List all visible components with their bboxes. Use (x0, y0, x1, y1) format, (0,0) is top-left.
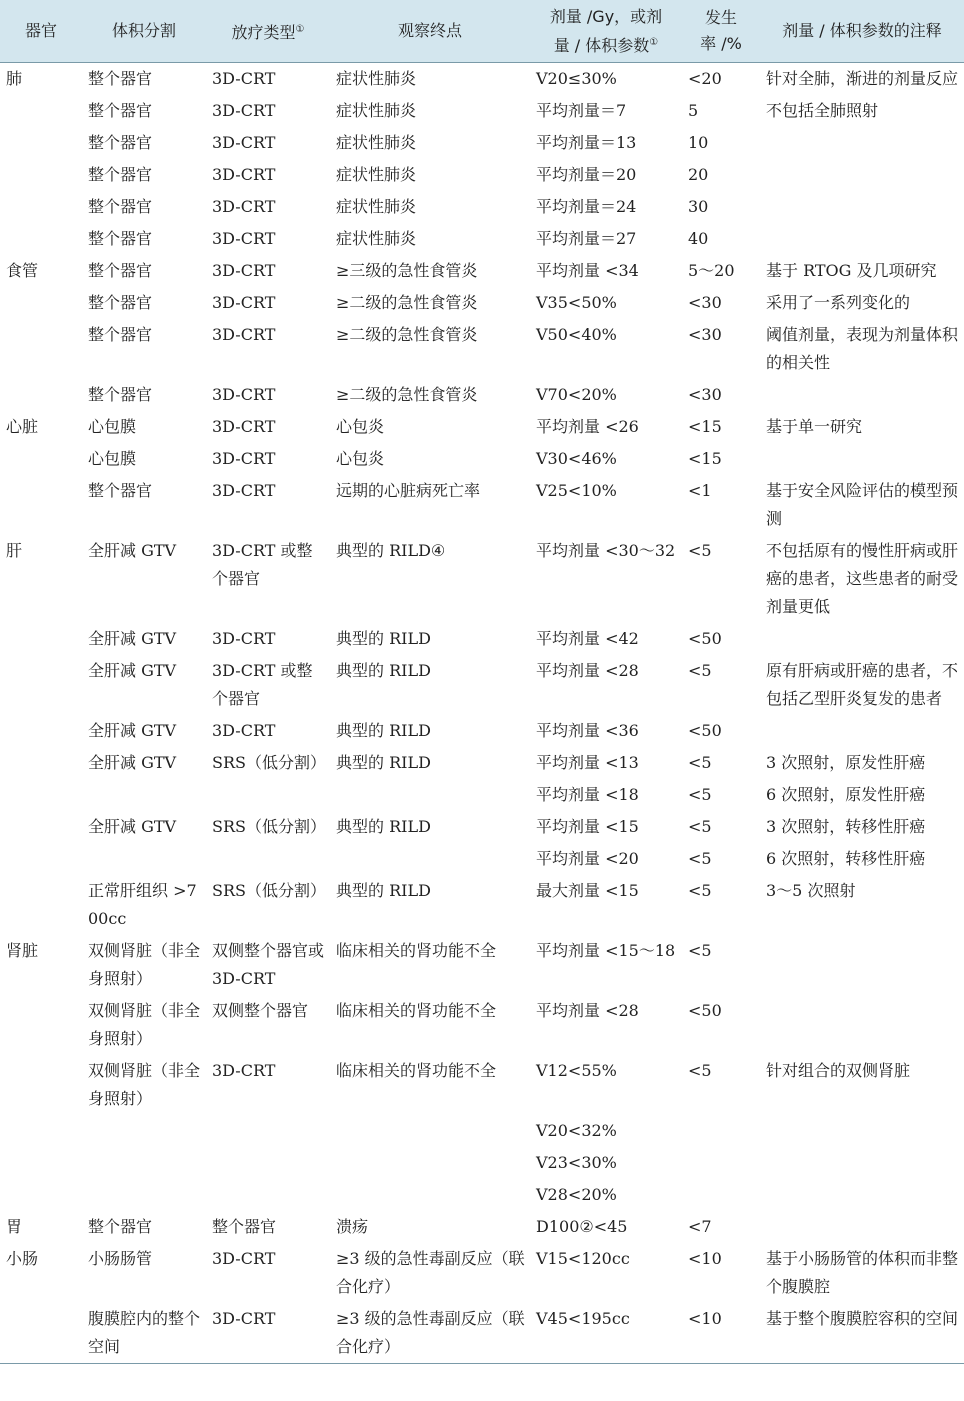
organ-cell (0, 1115, 82, 1147)
table-row (0, 63, 964, 96)
dose-cell: 平均剂量 <36 (536, 721, 639, 740)
notes-cell (760, 1179, 964, 1211)
volume-cell: 整个器官 (88, 1217, 153, 1236)
rate-cell: 10 (688, 133, 709, 152)
dose-cell: V50<40% (536, 325, 617, 344)
volume-cell: 整个器官 (88, 325, 153, 344)
volume-cell: 腹膜腔内的整个空间 (82, 1303, 206, 1364)
dose-cell: 平均剂量＝20 (536, 165, 637, 184)
header-dose: 剂量 /Gy，或剂 量 / 体积参数① (530, 0, 682, 63)
notes-cell (760, 715, 964, 747)
table-row (0, 411, 964, 443)
volume-cell: 整个器官 (88, 197, 153, 216)
rate-cell: 5～20 (688, 261, 735, 280)
volume-cell: 双侧肾脏（非全身照射） (88, 941, 201, 988)
endpoint-cell (330, 779, 530, 811)
rate-cell: <5 (688, 941, 712, 960)
rt-type-cell (206, 843, 330, 875)
notes-cell (760, 379, 964, 411)
dose-cell: 平均剂量＝7 (536, 101, 627, 120)
rt-type-cell: 3D-CRT (212, 385, 276, 404)
dose-cell: V12<55% (536, 1061, 617, 1080)
volume-cell: 整个器官 (88, 385, 153, 404)
organ-cell (0, 475, 82, 535)
organ-cell: 肺 (6, 69, 23, 88)
volume-cell: 小肠肠管 (88, 1249, 153, 1268)
organ-cell (0, 843, 82, 875)
table-row (0, 287, 964, 319)
table-row (0, 779, 964, 811)
rt-type-cell: SRS（低分割） (212, 817, 326, 836)
endpoint-cell: ≥3 级的急性毒副反应（联合化疗） (330, 1303, 530, 1364)
volume-cell: 全肝减 GTV (88, 721, 177, 740)
table-row (0, 747, 964, 779)
rt-type-cell: 3D-CRT (212, 449, 276, 468)
dose-cell: V28<20% (536, 1185, 617, 1204)
volume-cell: 全肝减 GTV (88, 541, 177, 560)
volume-cell: 整个器官 (88, 101, 153, 120)
rt-type-cell (206, 1179, 330, 1211)
dose-cell: V45<195cc (530, 1303, 682, 1364)
rt-type-cell: SRS（低分割） (212, 753, 326, 772)
notes-cell: 3 次照射，原发性肝癌 (766, 753, 926, 772)
rate-cell: 40 (688, 229, 709, 248)
endpoint-cell: ≥二级的急性食管炎 (336, 385, 478, 404)
organ-cell (0, 1303, 82, 1364)
rate-cell: <50 (688, 721, 722, 740)
rate-cell: <5 (688, 817, 712, 836)
rate-cell: 30 (688, 197, 709, 216)
volume-cell (82, 779, 206, 811)
rt-type-cell: 3D-CRT (212, 133, 276, 152)
rate-cell: <30 (688, 385, 722, 404)
notes-cell (760, 159, 964, 191)
organ-cell (0, 191, 82, 223)
notes-cell: 针对全肺，渐进的剂量反应 (766, 69, 959, 88)
dose-cell: 平均剂量 <18 (536, 785, 639, 804)
rt-type-cell: 3D-CRT (212, 293, 276, 312)
table-row (0, 535, 964, 623)
rate-cell: <30 (688, 293, 722, 312)
table-row (0, 379, 964, 411)
dose-cell: V30<46% (536, 449, 617, 468)
notes-cell: 原有肝病或肝癌的患者，不包括乙型肝炎复发的患者 (766, 661, 959, 708)
organ-cell (0, 159, 82, 191)
volume-cell: 双侧肾脏（非全身照射） (88, 1061, 201, 1108)
rt-type-cell: 整个器官 (212, 1217, 277, 1236)
organ-cell: 心脏 (6, 417, 39, 436)
volume-cell: 整个器官 (88, 165, 153, 184)
notes-cell: 不包括原有的慢性肝病或肝癌的患者，这些患者的耐受剂量更低 (766, 541, 959, 616)
rate-cell: <50 (688, 629, 722, 648)
endpoint-cell: 症状性肺炎 (336, 69, 417, 88)
dose-cell: V35<50% (536, 293, 617, 312)
volume-cell: 心包膜 (88, 417, 137, 436)
dose-cell: 平均剂量＝13 (536, 133, 637, 152)
notes-cell (760, 223, 964, 255)
rt-type-cell: 3D-CRT (212, 69, 276, 88)
table-row (0, 875, 964, 935)
rate-cell: <5 (688, 785, 712, 804)
volume-cell: 全肝减 GTV (88, 753, 177, 772)
dose-cell: 最大剂量 <15 (536, 881, 639, 900)
endpoint-cell (330, 1179, 530, 1211)
rt-type-cell (206, 779, 330, 811)
endpoint-cell: 症状性肺炎 (336, 229, 417, 248)
header-rt-type: 放疗类型① (206, 0, 330, 63)
notes-cell: 基于 RTOG 及几项研究 (766, 261, 937, 280)
notes-cell: 基于单一研究 (766, 417, 863, 436)
volume-cell (82, 1179, 206, 1211)
notes-cell: 6 次照射，原发性肝癌 (766, 785, 926, 804)
dose-cell: 平均剂量 <15 (536, 817, 639, 836)
organ-cell (0, 995, 82, 1055)
organ-cell (0, 655, 82, 715)
rate-cell: <10 (682, 1303, 760, 1364)
dose-cell: 平均剂量 <30～32 (536, 541, 676, 560)
header-volume: 体积分割 (82, 0, 206, 63)
rt-type-cell: 3D-CRT (212, 629, 276, 648)
organ-cell (0, 319, 82, 379)
organ-cell (0, 223, 82, 255)
table-body (0, 63, 964, 1364)
volume-cell: 正常肝组织 >700cc (88, 881, 197, 928)
notes-cell (760, 443, 964, 475)
organ-cell: 肝 (6, 541, 23, 560)
notes-cell: 6 次照射，转移性肝癌 (766, 849, 926, 868)
volume-cell: 全肝减 GTV (88, 661, 177, 680)
organ-cell (0, 811, 82, 843)
table-row (0, 1147, 964, 1179)
endpoint-cell (330, 1115, 530, 1147)
endpoint-cell: 症状性肺炎 (336, 197, 417, 216)
organ-cell (0, 127, 82, 159)
volume-cell: 心包膜 (88, 449, 137, 468)
endpoint-cell: 典型的 RILD (336, 661, 431, 680)
notes-cell: 针对组合的双侧肾脏 (766, 1061, 911, 1080)
table-row (0, 995, 964, 1055)
header-notes: 剂量 / 体积参数的注释 (760, 0, 964, 63)
organ-cell (0, 1055, 82, 1115)
table-row (0, 191, 964, 223)
rt-type-cell: 3D-CRT (212, 101, 276, 120)
rate-cell: <5 (688, 753, 712, 772)
notes-cell: 阈值剂量，表现为剂量体积的相关性 (766, 325, 959, 372)
dose-cell: V23<30% (536, 1153, 617, 1172)
notes-cell (760, 127, 964, 159)
table-header (0, 0, 964, 63)
volume-cell (82, 1115, 206, 1147)
endpoint-cell: 典型的 RILD (336, 817, 431, 836)
organ-cell (0, 1179, 82, 1211)
table-row (0, 443, 964, 475)
table-row (0, 843, 964, 875)
notes-cell: 3 次照射，转移性肝癌 (766, 817, 926, 836)
rate-cell: <10 (688, 1249, 722, 1268)
volume-cell: 整个器官 (88, 261, 153, 280)
endpoint-cell: 症状性肺炎 (336, 101, 417, 120)
table-row (0, 655, 964, 715)
dose-cell: 平均剂量 <13 (536, 753, 639, 772)
endpoint-cell: ≥二级的急性食管炎 (336, 325, 478, 344)
table-row (0, 475, 964, 535)
organ-cell (0, 95, 82, 127)
dose-cell: V20<32% (536, 1121, 617, 1140)
rt-type-cell: 双侧整个器官或 3D-CRT (212, 941, 325, 988)
organ-cell (0, 379, 82, 411)
organ-cell: 小肠 (6, 1249, 39, 1268)
notes-cell: 基于整个腹膜腔容积的空间 (760, 1303, 964, 1364)
rt-type-cell: 3D-CRT 或整个器官 (212, 661, 313, 708)
endpoint-cell (330, 1147, 530, 1179)
endpoint-cell: 溃疡 (336, 1217, 369, 1236)
rt-type-cell: 3D-CRT (212, 417, 276, 436)
rt-type-cell: 3D-CRT (212, 261, 276, 280)
rt-type-cell: 3D-CRT 或整个器官 (212, 541, 313, 588)
notes-cell (760, 623, 964, 655)
dose-cell: 平均剂量＝27 (536, 229, 637, 248)
rate-cell (682, 1115, 760, 1147)
table-row (0, 223, 964, 255)
rate-cell: 5 (688, 101, 699, 120)
endpoint-cell: 典型的 RILD (336, 753, 431, 772)
table-row (0, 1243, 964, 1303)
rate-cell: <5 (688, 881, 712, 900)
endpoint-cell: 典型的 RILD (336, 629, 431, 648)
dose-cell: 平均剂量 <26 (536, 417, 639, 436)
volume-cell: 双侧肾脏（非全身照射） (88, 1001, 201, 1048)
rate-cell: <7 (688, 1217, 712, 1236)
volume-cell: 全肝减 GTV (88, 629, 177, 648)
endpoint-cell: 心包炎 (336, 417, 385, 436)
notes-cell (760, 995, 964, 1055)
rt-type-cell: SRS（低分割） (212, 881, 326, 900)
notes-cell: 基于小肠肠管的体积而非整个腹膜腔 (766, 1249, 959, 1296)
rt-type-cell: 3D-CRT (212, 721, 276, 740)
rate-cell: <15 (688, 449, 722, 468)
rate-cell: <20 (688, 69, 722, 88)
notes-cell (760, 191, 964, 223)
organ-cell: 肾脏 (6, 941, 39, 960)
dose-cell: D100②<45 (536, 1217, 628, 1236)
rate-cell (682, 1147, 760, 1179)
endpoint-cell (330, 843, 530, 875)
endpoint-cell: 临床相关的肾功能不全 (336, 1001, 497, 1020)
organ-cell (0, 779, 82, 811)
notes-cell (760, 1115, 964, 1147)
rt-type-cell: 3D-CRT (212, 325, 276, 344)
organ-cell: 胃 (6, 1217, 23, 1236)
endpoint-cell: ≥3 级的急性毒副反应（联合化疗） (336, 1249, 525, 1296)
rt-type-cell: 双侧整个器官 (212, 1001, 309, 1020)
table-row (0, 127, 964, 159)
notes-cell: 基于安全风险评估的模型预测 (766, 481, 959, 528)
notes-cell (760, 1211, 964, 1243)
organ-cell (0, 443, 82, 475)
notes-cell: 采用了一系列变化的 (766, 293, 911, 312)
header-organ: 器官 (0, 0, 82, 63)
organ-cell: 食管 (6, 261, 39, 280)
endpoint-cell: 心包炎 (336, 449, 385, 468)
endpoint-cell: 症状性肺炎 (336, 165, 417, 184)
header-rate: 发生 率 /% (682, 0, 760, 63)
rate-cell: <5 (688, 541, 712, 560)
rate-cell: <5 (688, 849, 712, 868)
endpoint-cell: 症状性肺炎 (336, 133, 417, 152)
endpoint-cell: 远期的心脏病死亡率 (336, 481, 481, 500)
dose-cell: V15<120cc (536, 1249, 630, 1268)
endpoint-cell: ≥二级的急性食管炎 (336, 293, 478, 312)
volume-cell: 整个器官 (88, 229, 153, 248)
rt-type-cell (206, 1115, 330, 1147)
volume-cell (82, 1147, 206, 1179)
volume-cell: 整个器官 (88, 69, 153, 88)
volume-cell: 整个器官 (88, 293, 153, 312)
table-row (0, 255, 964, 287)
dose-cell: 平均剂量 <42 (536, 629, 639, 648)
rt-type-cell: 3D-CRT (212, 165, 276, 184)
organ-cell (0, 747, 82, 779)
rate-cell: <50 (688, 1001, 722, 1020)
table-row (0, 935, 964, 995)
dose-cell: 平均剂量 <20 (536, 849, 639, 868)
volume-cell: 整个器官 (88, 133, 153, 152)
header-endpoint: 观察终点 (330, 0, 530, 63)
table-row (0, 95, 964, 127)
rt-type-cell: 3D-CRT (206, 1303, 330, 1364)
table-row (0, 715, 964, 747)
rate-cell: <5 (688, 661, 712, 680)
rt-type-cell: 3D-CRT (212, 1061, 276, 1080)
table-row (0, 1115, 964, 1147)
dose-cell: V70<20% (536, 385, 617, 404)
organ-cell (0, 623, 82, 655)
organ-cell (0, 1147, 82, 1179)
rate-cell: <30 (688, 325, 722, 344)
rate-cell (682, 1179, 760, 1211)
rate-cell: <15 (688, 417, 722, 436)
dose-cell: 平均剂量＝24 (536, 197, 637, 216)
endpoint-cell: 典型的 RILD (336, 881, 431, 900)
table-row (0, 159, 964, 191)
dose-cell: 平均剂量 <15～18 (536, 941, 676, 960)
table-row (0, 623, 964, 655)
volume-cell: 全肝减 GTV (88, 817, 177, 836)
organ-cell (0, 715, 82, 747)
table-row (0, 319, 964, 379)
table-row (0, 1179, 964, 1211)
notes-cell: 不包括全肺照射 (766, 101, 879, 120)
volume-cell (82, 843, 206, 875)
notes-cell (760, 935, 964, 995)
dose-cell: V25<10% (536, 481, 617, 500)
rate-cell: <1 (688, 481, 712, 500)
organ-cell (0, 287, 82, 319)
dose-cell: V20≤30% (536, 69, 617, 88)
rate-cell: 20 (688, 165, 709, 184)
table-row (0, 1303, 964, 1364)
endpoint-cell: 典型的 RILD④ (336, 541, 446, 560)
rt-type-cell (206, 1147, 330, 1179)
dose-cell: 平均剂量 <28 (536, 1001, 639, 1020)
organ-cell (0, 875, 82, 935)
dose-cell: 平均剂量 <34 (536, 261, 639, 280)
table-row (0, 1055, 964, 1115)
rt-type-cell: 3D-CRT (212, 1249, 276, 1268)
endpoint-cell: ≥三级的急性食管炎 (336, 261, 478, 280)
notes-cell: 3～5 次照射 (766, 881, 856, 900)
endpoint-cell: 临床相关的肾功能不全 (336, 941, 497, 960)
rate-cell: <5 (688, 1061, 712, 1080)
table-row (0, 811, 964, 843)
table-row (0, 1211, 964, 1243)
rt-type-cell: 3D-CRT (212, 481, 276, 500)
dose-cell: 平均剂量 <28 (536, 661, 639, 680)
endpoint-cell: 典型的 RILD (336, 721, 431, 740)
notes-cell (760, 1147, 964, 1179)
endpoint-cell: 临床相关的肾功能不全 (336, 1061, 497, 1080)
rt-type-cell: 3D-CRT (212, 229, 276, 248)
rt-type-cell: 3D-CRT (212, 197, 276, 216)
volume-cell: 整个器官 (88, 481, 153, 500)
